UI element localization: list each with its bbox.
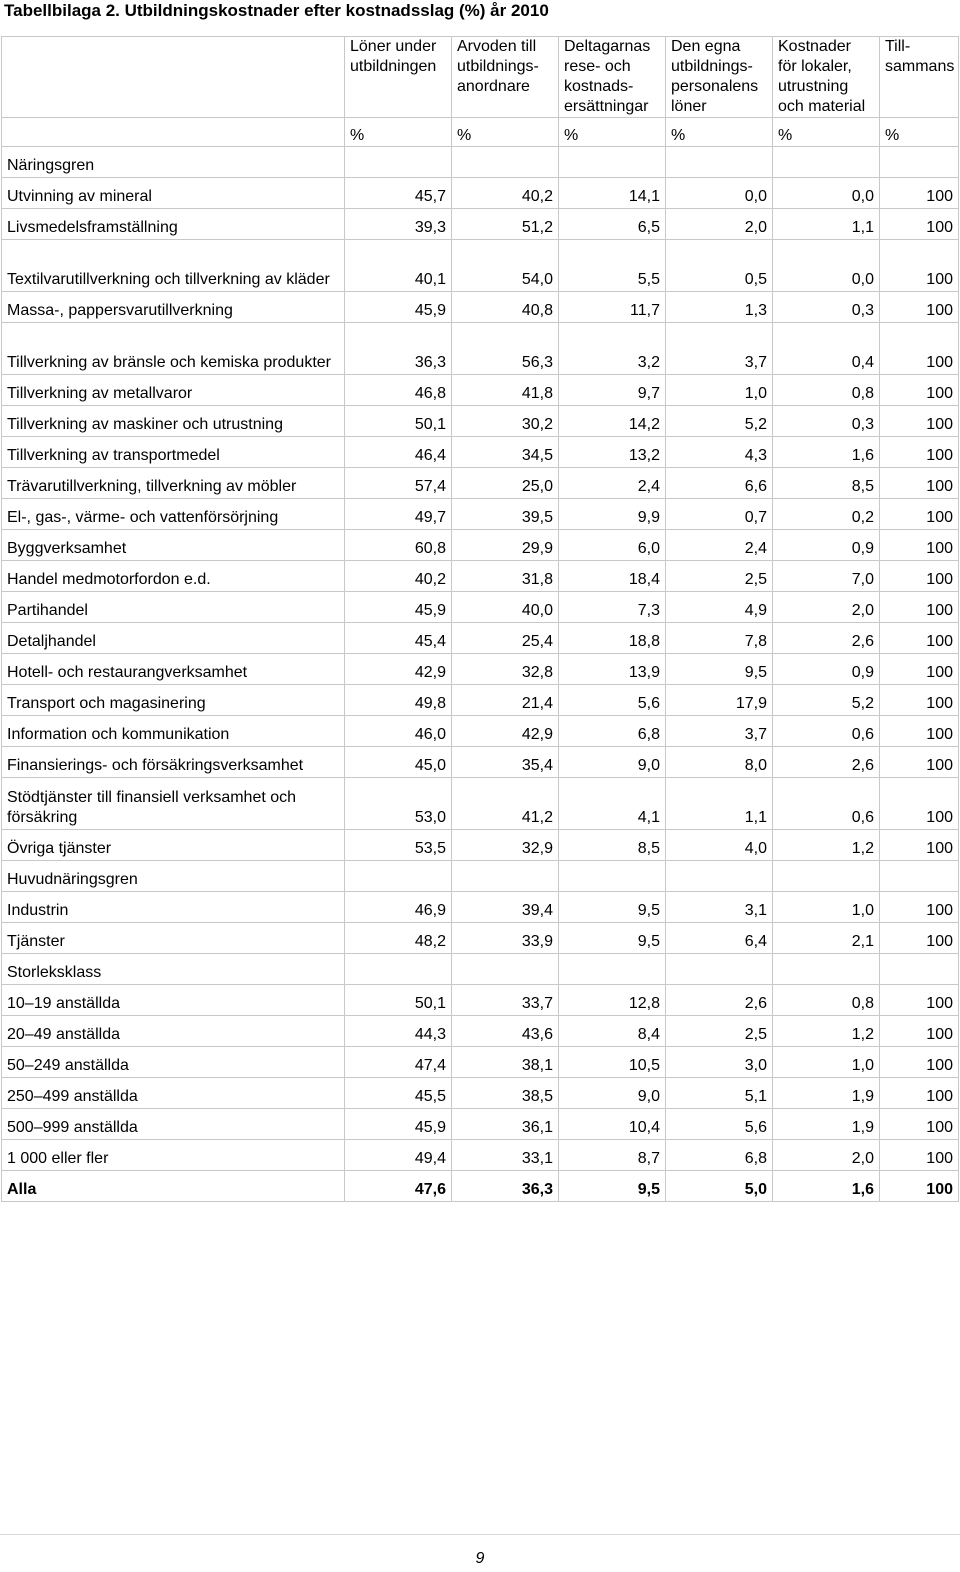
table-row (2, 685, 959, 716)
value-cell: 100 (880, 923, 959, 954)
value-cell: 38,1 (452, 1047, 559, 1078)
row-label: Finansierings- och försäkringsverksamhet (2, 747, 345, 778)
value-cell: 0,0 (773, 240, 880, 292)
unit-cell: % (773, 118, 880, 147)
value-cell: 0,2 (773, 499, 880, 530)
value-cell: 100 (880, 1140, 959, 1171)
row-label: Detaljhandel (2, 623, 345, 654)
value-cell: 45,9 (345, 592, 452, 623)
header-travel: Deltagarnas rese- och kostnads- ersättningar (559, 37, 666, 118)
value-cell: 6,0 (559, 530, 666, 561)
table-row (2, 468, 959, 499)
value-cell: 1,1 (666, 778, 773, 830)
value-cell: 6,6 (666, 468, 773, 499)
unit-cell: % (559, 118, 666, 147)
value-cell: 40,8 (452, 292, 559, 323)
value-cell: 5,1 (666, 1078, 773, 1109)
empty-cell (880, 147, 959, 178)
value-cell: 9,7 (559, 375, 666, 406)
unit-corner (2, 118, 345, 147)
value-cell: 1,0 (666, 375, 773, 406)
value-cell: 49,8 (345, 685, 452, 716)
empty-cell (773, 861, 880, 892)
value-cell: 5,6 (559, 685, 666, 716)
value-cell: 45,9 (345, 292, 452, 323)
row-label: Trävarutillverkning, tillverkning av möbler (2, 468, 345, 499)
value-cell: 100 (880, 1016, 959, 1047)
table-row (2, 1016, 959, 1047)
value-cell: 3,2 (559, 323, 666, 375)
value-cell: 46,9 (345, 892, 452, 923)
value-cell: 8,5 (559, 830, 666, 861)
value-cell: 100 (880, 209, 959, 240)
value-cell: 43,6 (452, 1016, 559, 1047)
value-cell: 21,4 (452, 685, 559, 716)
section-title: Näringsgren (2, 147, 345, 178)
row-label: Industrin (2, 892, 345, 923)
table-row (2, 985, 959, 1016)
empty-cell (666, 147, 773, 178)
row-label: Transport och magasinering (2, 685, 345, 716)
value-cell: 3,7 (666, 716, 773, 747)
value-cell: 0,7 (666, 499, 773, 530)
header-own-staff: Den egna utbildnings- personalens löner (666, 37, 773, 118)
value-cell: 100 (880, 240, 959, 292)
value-cell: 17,9 (666, 685, 773, 716)
section-row (2, 954, 959, 985)
value-cell: 34,5 (452, 437, 559, 468)
value-cell: 9,0 (559, 1078, 666, 1109)
row-label: Tillverkning av maskiner och utrustning (2, 406, 345, 437)
table-row (2, 778, 959, 830)
value-cell: 6,4 (666, 923, 773, 954)
value-cell: 2,1 (773, 923, 880, 954)
value-cell: 100 (880, 323, 959, 375)
value-cell: 50,1 (345, 985, 452, 1016)
value-cell: 2,6 (666, 985, 773, 1016)
value-cell: 4,3 (666, 437, 773, 468)
empty-cell (345, 147, 452, 178)
table-row (2, 892, 959, 923)
value-cell: 40,1 (345, 240, 452, 292)
value-cell: 36,1 (452, 1109, 559, 1140)
total-label: Alla (2, 1171, 345, 1202)
row-label: Tillverkning av transportmedel (2, 437, 345, 468)
table-row (2, 716, 959, 747)
value-cell: 0,8 (773, 375, 880, 406)
value-cell: 5,2 (666, 406, 773, 437)
cost-table (1, 36, 959, 1202)
value-cell: 1,0 (773, 892, 880, 923)
table-row (2, 654, 959, 685)
value-cell: 40,2 (345, 561, 452, 592)
table-row (2, 923, 959, 954)
value-cell: 100 (880, 468, 959, 499)
empty-cell (666, 954, 773, 985)
value-cell: 4,1 (559, 778, 666, 830)
value-cell: 9,5 (559, 923, 666, 954)
header-wages: Löner under utbildningen (345, 37, 452, 118)
value-cell: 100 (880, 375, 959, 406)
value-cell: 45,7 (345, 178, 452, 209)
row-label: Utvinning av mineral (2, 178, 345, 209)
value-cell: 44,3 (345, 1016, 452, 1047)
value-cell: 4,9 (666, 592, 773, 623)
table-row (2, 292, 959, 323)
value-cell: 2,6 (773, 747, 880, 778)
value-cell: 9,0 (559, 747, 666, 778)
section-title: Huvudnäringsgren (2, 861, 345, 892)
empty-cell (345, 861, 452, 892)
table-row (2, 747, 959, 778)
total-value-cell: 36,3 (452, 1171, 559, 1202)
row-label: Stödtjänster till finansiell verksamhet och försäkring (2, 778, 345, 830)
section-title: Storleksklass (2, 954, 345, 985)
total-value-cell: 9,5 (559, 1171, 666, 1202)
value-cell: 60,8 (345, 530, 452, 561)
value-cell: 100 (880, 530, 959, 561)
value-cell: 0,4 (773, 323, 880, 375)
value-cell: 18,8 (559, 623, 666, 654)
row-label: Övriga tjänster (2, 830, 345, 861)
value-cell: 39,5 (452, 499, 559, 530)
value-cell: 8,5 (773, 468, 880, 499)
row-label: 1 000 eller fler (2, 1140, 345, 1171)
value-cell: 8,4 (559, 1016, 666, 1047)
value-cell: 53,0 (345, 778, 452, 830)
row-label: Hotell- och restaurangverksamhet (2, 654, 345, 685)
value-cell: 46,8 (345, 375, 452, 406)
value-cell: 1,0 (773, 1047, 880, 1078)
value-cell: 0,5 (666, 240, 773, 292)
value-cell: 5,5 (559, 240, 666, 292)
value-cell: 100 (880, 1047, 959, 1078)
value-cell: 33,1 (452, 1140, 559, 1171)
value-cell: 50,1 (345, 406, 452, 437)
value-cell: 45,9 (345, 1109, 452, 1140)
value-cell: 100 (880, 499, 959, 530)
value-cell: 36,3 (345, 323, 452, 375)
value-cell: 2,5 (666, 1016, 773, 1047)
value-cell: 57,4 (345, 468, 452, 499)
value-cell: 29,9 (452, 530, 559, 561)
empty-cell (452, 147, 559, 178)
value-cell: 100 (880, 685, 959, 716)
value-cell: 45,5 (345, 1078, 452, 1109)
value-cell: 10,4 (559, 1109, 666, 1140)
value-cell: 1,2 (773, 830, 880, 861)
total-value-cell: 47,6 (345, 1171, 452, 1202)
row-label: Information och kommunikation (2, 716, 345, 747)
total-value-cell: 5,0 (666, 1171, 773, 1202)
value-cell: 42,9 (452, 716, 559, 747)
table-row (2, 623, 959, 654)
empty-cell (559, 861, 666, 892)
value-cell: 30,2 (452, 406, 559, 437)
value-cell: 39,3 (345, 209, 452, 240)
value-cell: 0,6 (773, 716, 880, 747)
value-cell: 3,0 (666, 1047, 773, 1078)
header-row (2, 37, 959, 118)
row-label: Livsmedelsframställning (2, 209, 345, 240)
value-cell: 1,3 (666, 292, 773, 323)
row-label: Tillverkning av bränsle och kemiska produkter (2, 323, 345, 375)
value-cell: 100 (880, 654, 959, 685)
row-label: Handel medmotorfordon e.d. (2, 561, 345, 592)
value-cell: 100 (880, 561, 959, 592)
table-row (2, 1047, 959, 1078)
empty-cell (452, 954, 559, 985)
value-cell: 9,5 (666, 654, 773, 685)
empty-cell (773, 147, 880, 178)
row-label: 500–999 anställda (2, 1109, 345, 1140)
value-cell: 2,4 (559, 468, 666, 499)
total-value-cell: 100 (880, 1171, 959, 1202)
empty-cell (452, 861, 559, 892)
value-cell: 32,8 (452, 654, 559, 685)
empty-cell (345, 954, 452, 985)
table-row (2, 530, 959, 561)
table-row (2, 561, 959, 592)
value-cell: 46,0 (345, 716, 452, 747)
table-row (2, 437, 959, 468)
value-cell: 6,8 (559, 716, 666, 747)
value-cell: 100 (880, 1078, 959, 1109)
value-cell: 33,9 (452, 923, 559, 954)
total-row (2, 1171, 959, 1202)
total-value-cell: 1,6 (773, 1171, 880, 1202)
table-row (2, 323, 959, 375)
value-cell: 56,3 (452, 323, 559, 375)
empty-cell (666, 861, 773, 892)
value-cell: 38,5 (452, 1078, 559, 1109)
value-cell: 9,5 (559, 892, 666, 923)
value-cell: 11,7 (559, 292, 666, 323)
table-row (2, 406, 959, 437)
value-cell: 6,5 (559, 209, 666, 240)
table-row (2, 375, 959, 406)
value-cell: 8,0 (666, 747, 773, 778)
value-cell: 5,6 (666, 1109, 773, 1140)
value-cell: 0,9 (773, 654, 880, 685)
value-cell: 49,7 (345, 499, 452, 530)
table-title: Tabellbilaga 2. Utbildningskostnader efter kostnadsslag (%) år 2010 (4, 1, 549, 20)
table-row (2, 1109, 959, 1140)
value-cell: 0,6 (773, 778, 880, 830)
value-cell: 18,4 (559, 561, 666, 592)
value-cell: 7,3 (559, 592, 666, 623)
unit-row (2, 118, 959, 147)
value-cell: 1,9 (773, 1078, 880, 1109)
value-cell: 4,0 (666, 830, 773, 861)
value-cell: 45,0 (345, 747, 452, 778)
value-cell: 25,0 (452, 468, 559, 499)
value-cell: 13,9 (559, 654, 666, 685)
value-cell: 0,3 (773, 406, 880, 437)
table-row (2, 209, 959, 240)
value-cell: 46,4 (345, 437, 452, 468)
value-cell: 100 (880, 623, 959, 654)
value-cell: 33,7 (452, 985, 559, 1016)
unit-cell: % (345, 118, 452, 147)
value-cell: 2,0 (773, 592, 880, 623)
value-cell: 1,9 (773, 1109, 880, 1140)
value-cell: 100 (880, 406, 959, 437)
row-label: 50–249 anställda (2, 1047, 345, 1078)
value-cell: 51,2 (452, 209, 559, 240)
header-corner (2, 37, 345, 118)
row-label: Textilvarutillverkning och tillverkning av kläder (2, 240, 345, 292)
value-cell: 41,8 (452, 375, 559, 406)
header-total: Till- sammans (880, 37, 959, 118)
row-label: Tjänster (2, 923, 345, 954)
value-cell: 9,9 (559, 499, 666, 530)
table-row (2, 830, 959, 861)
empty-cell (773, 954, 880, 985)
value-cell: 2,0 (773, 1140, 880, 1171)
value-cell: 100 (880, 716, 959, 747)
empty-cell (559, 147, 666, 178)
value-cell: 13,2 (559, 437, 666, 468)
value-cell: 48,2 (345, 923, 452, 954)
row-label: 20–49 anställda (2, 1016, 345, 1047)
value-cell: 0,8 (773, 985, 880, 1016)
value-cell: 31,8 (452, 561, 559, 592)
table-row (2, 178, 959, 209)
row-label: Partihandel (2, 592, 345, 623)
unit-cell: % (452, 118, 559, 147)
row-label: Byggverksamhet (2, 530, 345, 561)
value-cell: 7,8 (666, 623, 773, 654)
value-cell: 100 (880, 437, 959, 468)
value-cell: 6,8 (666, 1140, 773, 1171)
value-cell: 2,6 (773, 623, 880, 654)
value-cell: 2,0 (666, 209, 773, 240)
value-cell: 25,4 (452, 623, 559, 654)
value-cell: 49,4 (345, 1140, 452, 1171)
value-cell: 35,4 (452, 747, 559, 778)
section-row (2, 147, 959, 178)
value-cell: 7,0 (773, 561, 880, 592)
value-cell: 3,1 (666, 892, 773, 923)
table-row (2, 1078, 959, 1109)
value-cell: 14,2 (559, 406, 666, 437)
value-cell: 0,0 (666, 178, 773, 209)
empty-cell (880, 861, 959, 892)
value-cell: 32,9 (452, 830, 559, 861)
section-row (2, 861, 959, 892)
row-label: Tillverkning av metallvaror (2, 375, 345, 406)
empty-cell (880, 954, 959, 985)
value-cell: 40,0 (452, 592, 559, 623)
value-cell: 54,0 (452, 240, 559, 292)
value-cell: 1,1 (773, 209, 880, 240)
value-cell: 100 (880, 592, 959, 623)
value-cell: 0,9 (773, 530, 880, 561)
table-row (2, 499, 959, 530)
header-premises: Kostnader för lokaler, utrustning och material (773, 37, 880, 118)
value-cell: 10,5 (559, 1047, 666, 1078)
header-fees: Arvoden till utbildnings- anordnare (452, 37, 559, 118)
page-number: 9 (475, 1550, 485, 1567)
empty-cell (559, 954, 666, 985)
value-cell: 100 (880, 292, 959, 323)
table-row (2, 592, 959, 623)
value-cell: 14,1 (559, 178, 666, 209)
value-cell: 8,7 (559, 1140, 666, 1171)
value-cell: 47,4 (345, 1047, 452, 1078)
row-label: Massa-, pappersvarutillverkning (2, 292, 345, 323)
value-cell: 1,6 (773, 437, 880, 468)
value-cell: 5,2 (773, 685, 880, 716)
unit-cell: % (880, 118, 959, 147)
table-row (2, 1140, 959, 1171)
value-cell: 100 (880, 747, 959, 778)
value-cell: 100 (880, 778, 959, 830)
value-cell: 100 (880, 985, 959, 1016)
value-cell: 0,0 (773, 178, 880, 209)
value-cell: 1,2 (773, 1016, 880, 1047)
value-cell: 2,4 (666, 530, 773, 561)
value-cell: 2,5 (666, 561, 773, 592)
value-cell: 100 (880, 178, 959, 209)
value-cell: 45,4 (345, 623, 452, 654)
value-cell: 100 (880, 892, 959, 923)
value-cell: 53,5 (345, 830, 452, 861)
row-label: 250–499 anställda (2, 1078, 345, 1109)
row-label: 10–19 anställda (2, 985, 345, 1016)
table-row (2, 240, 959, 292)
row-label: El-, gas-, värme- och vattenförsörjning (2, 499, 345, 530)
value-cell: 12,8 (559, 985, 666, 1016)
value-cell: 0,3 (773, 292, 880, 323)
value-cell: 100 (880, 830, 959, 861)
footer-divider (0, 1534, 960, 1535)
value-cell: 100 (880, 1109, 959, 1140)
value-cell: 41,2 (452, 778, 559, 830)
unit-cell: % (666, 118, 773, 147)
value-cell: 40,2 (452, 178, 559, 209)
value-cell: 3,7 (666, 323, 773, 375)
value-cell: 42,9 (345, 654, 452, 685)
value-cell: 39,4 (452, 892, 559, 923)
